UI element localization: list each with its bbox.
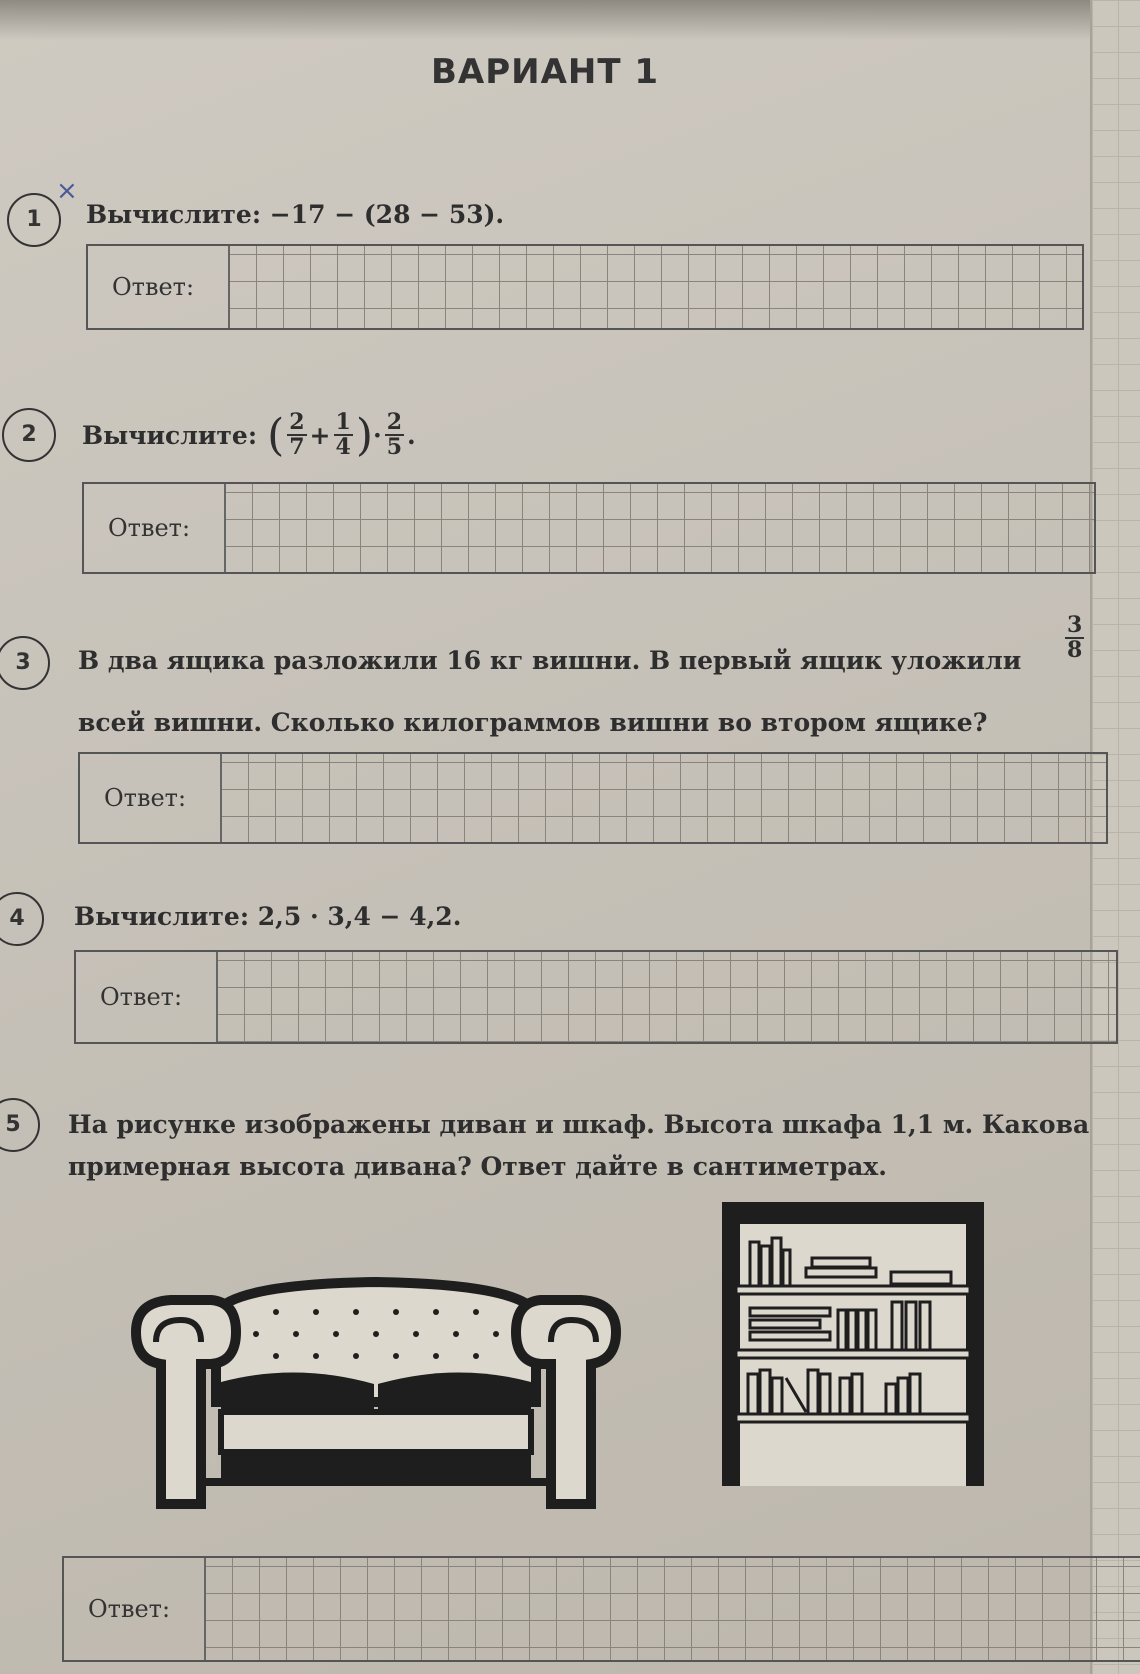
task-5-line-1: На рисунке изображены диван и шкаф. Высота шкафа 1,1 м. Какова (68, 1110, 1090, 1139)
answer-label: Ответ: (112, 273, 195, 301)
paren-open: ( (267, 409, 285, 461)
task-3-line-2: всей вишни. Сколько килограммов вишни во втором ящике? (78, 708, 988, 737)
answer-cells[interactable] (228, 246, 1082, 328)
task-1-text: Вычислите: −17 − (28 − 53). (86, 200, 505, 229)
task-number-1: 1 (7, 193, 61, 247)
top-shadow (0, 0, 1140, 40)
paren-close: ) (355, 409, 373, 461)
answer-box-5[interactable] (62, 1556, 1140, 1662)
answer-label: Ответ: (108, 514, 191, 542)
fraction-2-5: $\frac{2}{5}$ (386, 408, 403, 460)
task-4-text: Вычислите: 2,5 · 3,4 − 4,2. (74, 902, 462, 931)
page-title: ВАРИАНТ 1 (430, 52, 660, 92)
answer-box-2[interactable] (82, 482, 1096, 574)
task-5-line-2: примерная высота дивана? Ответ дайте в сантиметрах. (68, 1152, 887, 1181)
answer-cells[interactable] (204, 1558, 1140, 1660)
multiply-sign: · (372, 420, 382, 450)
answer-box-3[interactable] (78, 752, 1108, 844)
task-2-prefix: Вычислите: (82, 420, 258, 450)
task-number-3: 3 (0, 636, 50, 690)
answer-label: Ответ: (88, 1595, 171, 1623)
answer-cells[interactable] (216, 952, 1116, 1042)
answer-cells[interactable] (224, 484, 1094, 572)
plus-sign: + (309, 420, 331, 450)
answer-label: Ответ: (100, 983, 183, 1011)
period: . (407, 420, 416, 450)
fraction-3-8: $\frac{3}{8}$ (1067, 612, 1083, 664)
answer-label: Ответ: (104, 784, 187, 812)
answer-box-1[interactable] (86, 244, 1084, 330)
bookcase-icon (716, 1198, 992, 1490)
task-number-5: 5 (0, 1098, 40, 1152)
answer-box-4[interactable] (74, 950, 1118, 1044)
fraction-2-7: $\frac{2}{7}$ (289, 408, 305, 460)
task-number-2: 2 (2, 408, 56, 462)
task-3-line-1: В два ящика разложили 16 кг вишни. В первый ящик уложили (78, 646, 1022, 675)
sofa-icon (126, 1272, 626, 1512)
answer-cells[interactable] (220, 754, 1106, 842)
fraction-1-4: $\frac{1}{4}$ (335, 408, 351, 460)
task-2-text (82, 400, 416, 470)
check-mark: × (56, 176, 78, 206)
task-number-4: 4 (0, 892, 44, 946)
